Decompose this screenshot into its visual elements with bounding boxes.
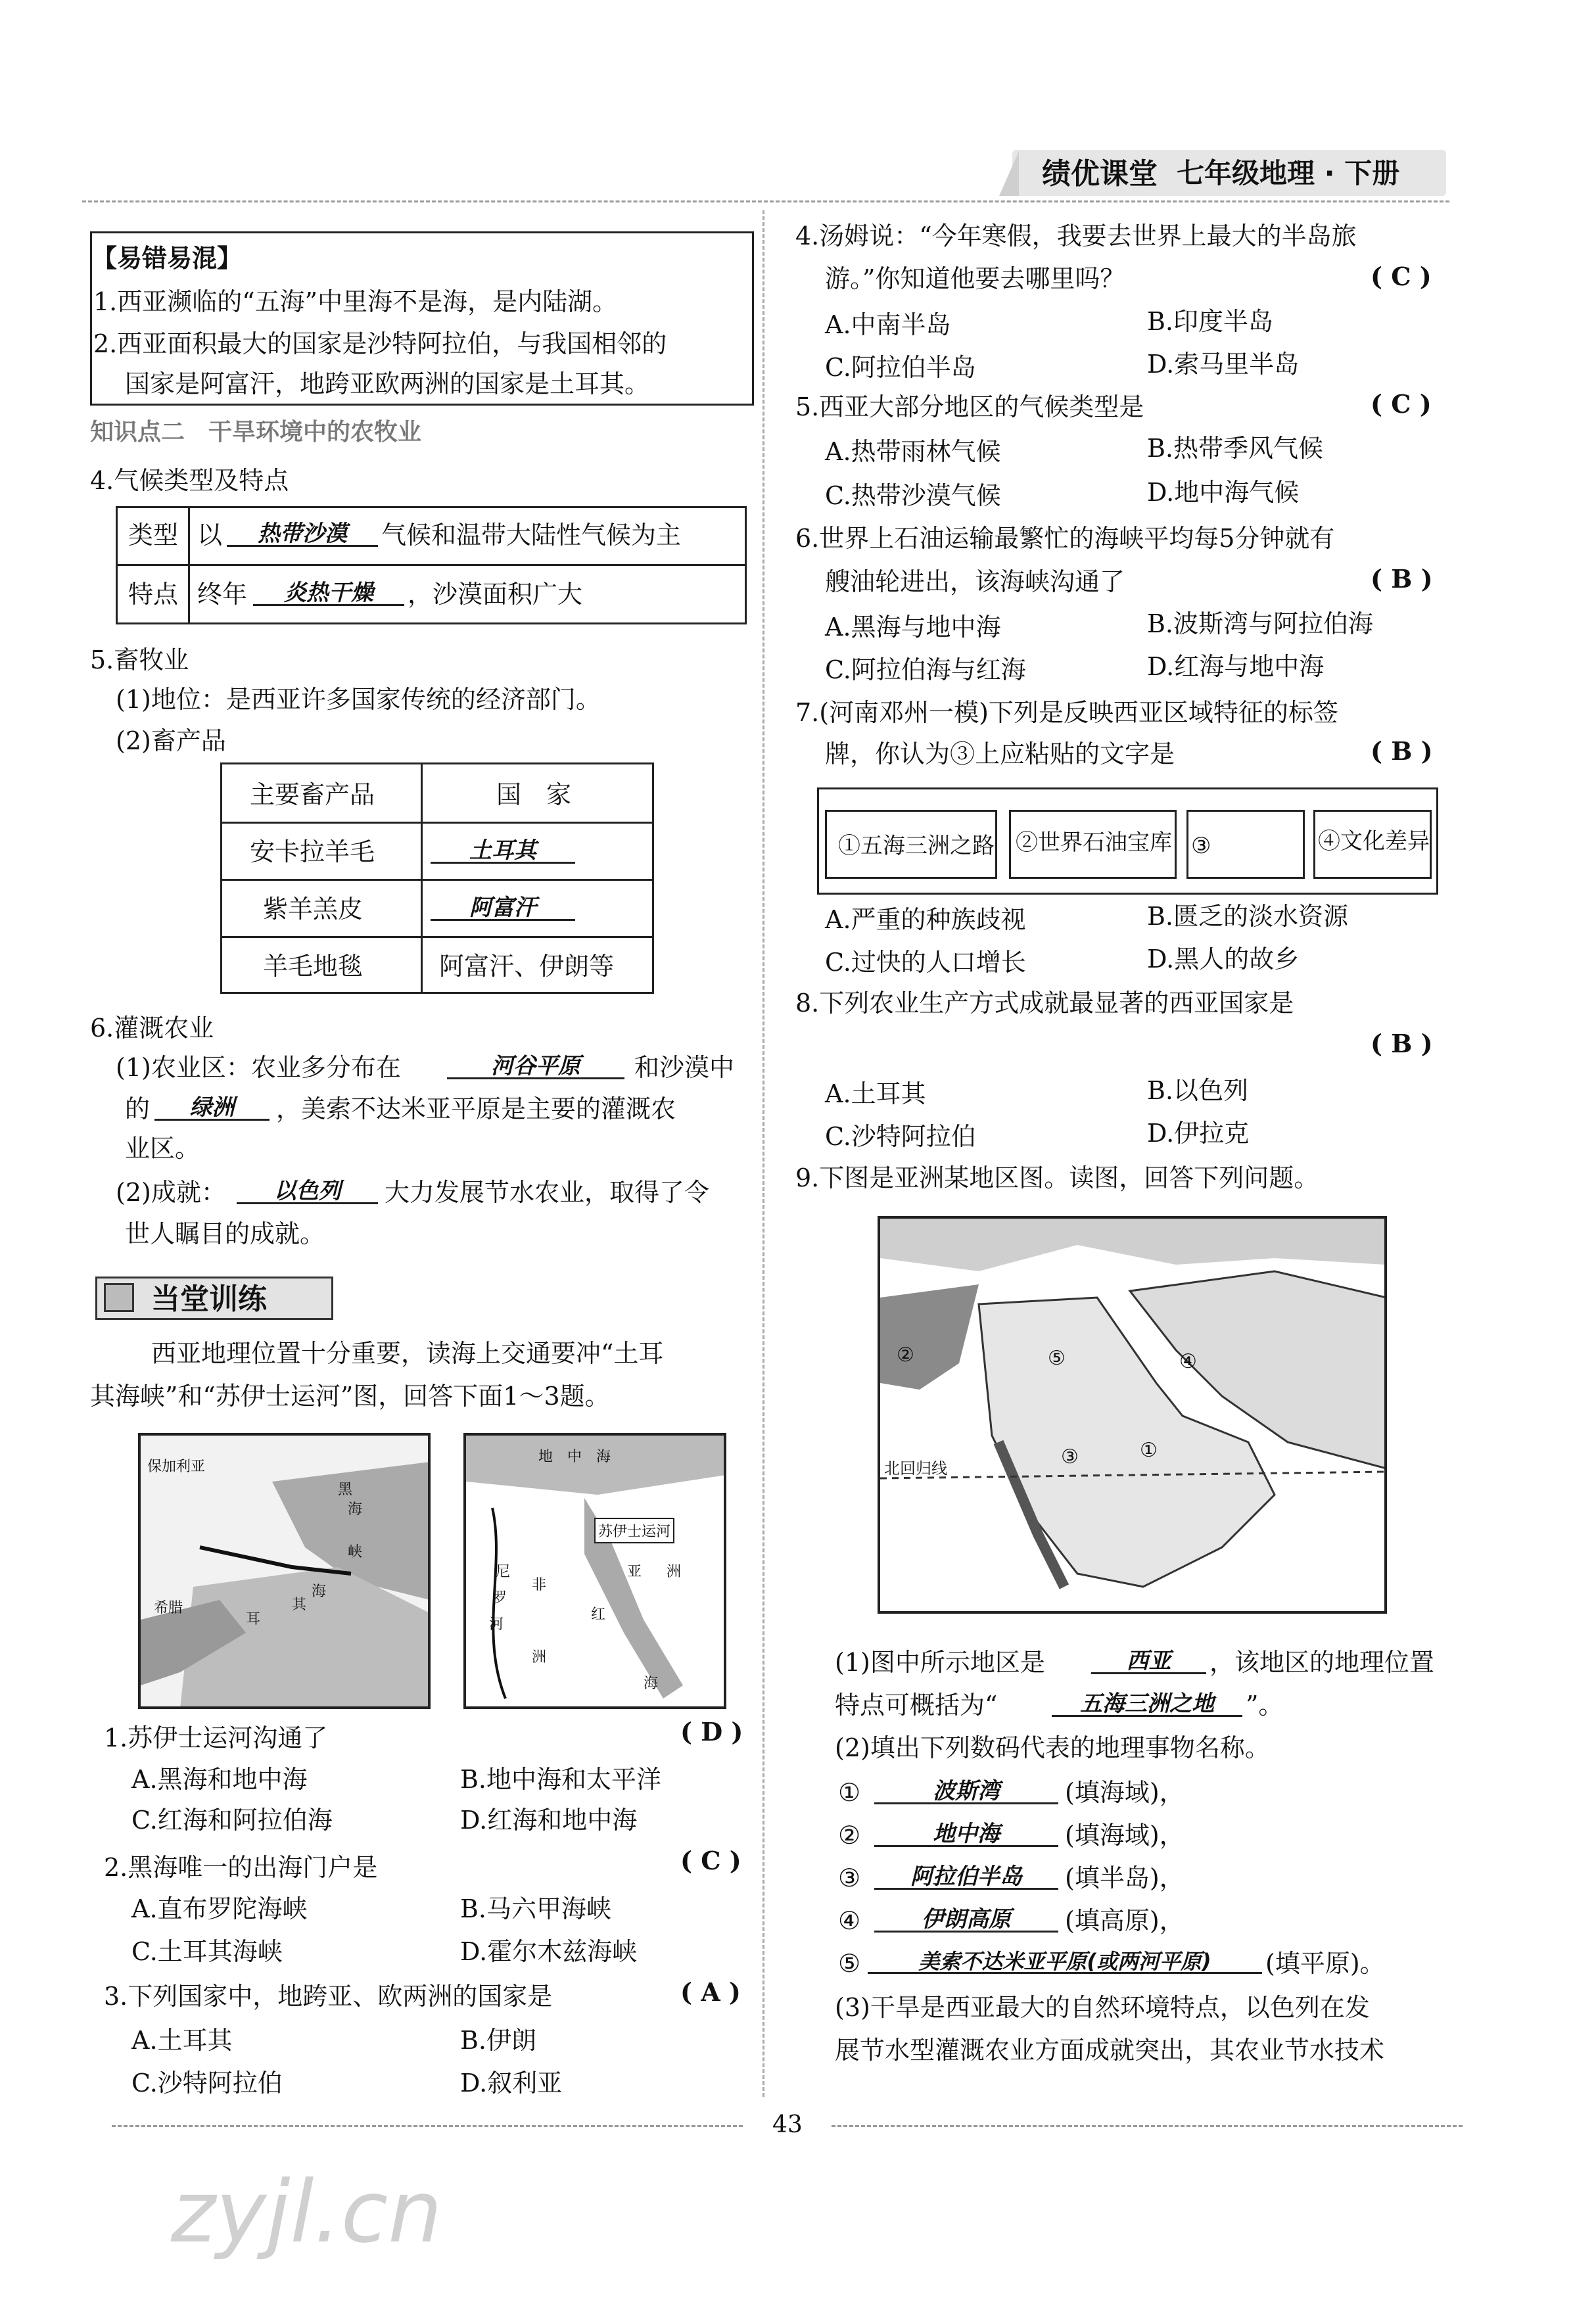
map1-label-greece: 希腊: [154, 1600, 183, 1616]
livestock-row-country: 阿富汗: [431, 897, 575, 921]
q9-f2: ②: [838, 1821, 861, 1850]
q9-f2c: (填海域)，: [1065, 1821, 1185, 1850]
q6-opt-a: A.黑海与地中海: [825, 613, 1001, 642]
map1-label-sea: 海: [348, 1501, 363, 1518]
map9-label-4: ④: [1179, 1350, 1197, 1373]
west-asia-map-shapes: [880, 1219, 1386, 1613]
header-rule: [82, 200, 1449, 202]
map1-label-strait: 峡: [348, 1544, 363, 1560]
map2-label-fei: 非: [532, 1577, 547, 1593]
map2-label-ni: 尼: [496, 1564, 511, 1580]
map1-label-hai: 海: [312, 1583, 327, 1600]
q2-opt-b: B.马六甲海峡: [460, 1894, 612, 1923]
livestock-p2: (2)畜产品: [116, 726, 226, 755]
q9-s3: (2)填出下列数码代表的地理事物名称。: [835, 1733, 1270, 1762]
map2-label-luo: 罗: [492, 1590, 507, 1606]
irrigation-b1: 河谷平原: [447, 1055, 624, 1079]
q7-opt-b: B.匮乏的淡水资源: [1147, 902, 1349, 931]
climate-heading: 4.气候类型及特点: [90, 466, 289, 495]
map9-label-tropic: 北回归线: [884, 1459, 947, 1478]
map9-label-5: ⑤: [1048, 1347, 1066, 1370]
q1-opt-b: B.地中海和太平洋: [460, 1765, 662, 1794]
irrigation-l4a: (2)成就：: [116, 1178, 226, 1207]
q5-opt-b: B.热带季风气候: [1147, 434, 1324, 463]
q1-opt-c: C.红海和阿拉伯海: [131, 1806, 333, 1835]
irrigation-l2b: ，美索不达米亚平原是主要的灌溉农: [276, 1094, 676, 1123]
livestock-table-hline2: [220, 879, 654, 881]
q7-opt-c: C.过快的人口增长: [825, 948, 1026, 977]
q3-answer: ( A ): [680, 1977, 741, 2007]
map2-label-hai: 海: [644, 1676, 659, 1692]
irrigation-b2: 绿洲: [154, 1096, 270, 1121]
irrigation-l4b: 大力发展节水农业，取得了令: [385, 1178, 710, 1207]
q9-f1c: (填海域)，: [1065, 1778, 1185, 1807]
map2-label-he: 河: [489, 1616, 504, 1633]
q3-opt-c: C.沙特阿拉伯: [131, 2069, 283, 2098]
climate-table-hline: [116, 564, 747, 566]
q8-opt-d: D.伊拉克: [1147, 1119, 1250, 1148]
q1-opt-d: D.红海和地中海: [460, 1806, 638, 1835]
livestock-row-country: 土耳其: [431, 839, 575, 864]
livestock-heading: 5.畜牧业: [90, 645, 189, 674]
q9-f4-blank: 伊朗高原: [874, 1908, 1058, 1933]
map9-label-3: ③: [1061, 1445, 1079, 1468]
q9-f5c: (填平原)。: [1265, 1949, 1385, 1978]
q2-opt-c: C.土耳其海峡: [131, 1937, 283, 1966]
map2-label-zhou2: 洲: [667, 1564, 682, 1580]
q7-answer: ( B ): [1371, 736, 1433, 766]
climate-row2-blank: 炎热干燥: [253, 582, 404, 606]
irrigation-l1a: (1)农业区：农业多分布在: [116, 1053, 401, 1082]
q9-s5: 展节水型灌溉农业方面成就突出，其农业节水技术: [835, 2036, 1385, 2065]
q9-f1-blank: 波斯湾: [874, 1780, 1058, 1804]
q6-line2: 艘油轮进出，该海峡沟通了: [825, 567, 1125, 596]
q2-text: 2.黑海唯一的出海门户是: [104, 1853, 378, 1882]
q6-opt-c: C.阿拉伯海与红海: [825, 655, 1026, 684]
q8-opt-c: C.沙特阿拉伯: [825, 1122, 976, 1151]
map2-label-med: 地 中 海: [538, 1449, 611, 1465]
q7-tag-text: ④文化差异: [1318, 828, 1430, 855]
irrigation-l3: 业区。: [125, 1134, 200, 1163]
q7-tag-text: ①五海三洲之路: [838, 833, 995, 859]
q3-opt-d: D.叙利亚: [460, 2069, 563, 2098]
q2-answer: ( C ): [680, 1846, 741, 1875]
q7-line1: 7.(河南邓州一模)下列是反映西亚区域特征的标签: [795, 698, 1338, 727]
map1-label-black: 黑: [338, 1482, 353, 1498]
q9-f2-blank: 地中海: [874, 1823, 1058, 1847]
livestock-row-product: 安卡拉羊毛: [250, 837, 375, 866]
header-triangle: [999, 151, 1019, 196]
map2-label-hong: 红: [591, 1606, 606, 1623]
irrigation-b3: 以色列: [237, 1180, 378, 1204]
q9-f3: ③: [838, 1864, 861, 1892]
q9-line1: 9.下图是亚洲某地区图。读图，回答下列问题。: [795, 1163, 1319, 1192]
irrigation-l5: 世人瞩目的成就。: [125, 1219, 325, 1248]
column-divider: [763, 210, 764, 2097]
q9-f1: ①: [838, 1778, 861, 1807]
header-subject: 七年级地理 · 下册: [1177, 157, 1400, 189]
irrigation-l2a: 的: [125, 1094, 151, 1123]
climate-row1-post: 气候和温带大陆性气候为主: [381, 521, 682, 550]
livestock-th-country: 国 家: [496, 780, 572, 809]
training-intro2: 其海峡”和“苏伊士运河”图，回答下面1～3题。: [90, 1382, 610, 1411]
footer-rule-right: [832, 2125, 1463, 2127]
error-box-title: 【易错易混】: [92, 244, 243, 273]
q6-line1: 6.世界上石油运输最繁忙的海峡平均每5分钟就有: [795, 524, 1335, 553]
climate-row1-pre: 以: [197, 521, 223, 550]
q4-opt-b: B.印度半岛: [1147, 307, 1274, 336]
watermark: zyjl.cn: [171, 2162, 442, 2262]
livestock-row-country: 阿富汗、伊朗等: [439, 952, 615, 981]
climate-row2-label: 特点: [128, 580, 179, 609]
footer-rule-left: [112, 2125, 743, 2127]
q4-line2: 游。”你知道他要去哪里吗？: [825, 264, 1125, 293]
q4-opt-a: A.中南半岛: [825, 310, 951, 339]
q8-opt-a: A.土耳其: [825, 1079, 926, 1108]
map1-label-er: 耳: [246, 1611, 261, 1628]
q7-opt-a: A.严重的种族歧视: [825, 905, 1026, 934]
error-box-line1: 1.西亚濒临的“五海”中里海不是海，是内陆湖。: [93, 287, 618, 316]
suez-canal-map: [463, 1433, 726, 1709]
map9-label-2: ②: [897, 1344, 914, 1367]
q5-opt-d: D.地中海气候: [1147, 478, 1300, 507]
q2-opt-d: D.霍尔木兹海峡: [460, 1937, 638, 1966]
turkish-straits-map-shapes: [141, 1436, 430, 1708]
q7-tag-text: ②世界石油宝库: [1016, 830, 1172, 856]
error-box-line3: 国家是阿富汗，地跨亚欧两洲的国家是土耳其。: [125, 369, 650, 398]
q5-line1: 5.西亚大部分地区的气候类型是: [795, 392, 1144, 421]
climate-row2-post: ，沙漠面积广大: [408, 580, 583, 609]
q2-opt-a: A.直布罗陀海峡: [131, 1894, 308, 1923]
q9-s1c: ，该地区的地理位置: [1209, 1648, 1435, 1677]
livestock-th-product: 主要畜产品: [250, 780, 375, 809]
q7-line2: 牌，你认为③上应粘贴的文字是: [825, 739, 1175, 768]
map2-label-canal: 苏伊士运河: [594, 1518, 674, 1543]
q8-answer: ( B ): [1371, 1029, 1433, 1058]
q5-opt-a: A.热带雨林气候: [825, 437, 1001, 466]
q3-opt-b: B.伊朗: [460, 2026, 537, 2055]
q5-answer: ( C ): [1371, 389, 1432, 419]
livestock-table-hline1: [220, 822, 654, 824]
west-asia-map: [878, 1216, 1387, 1614]
livestock-row-product: 紫羊羔皮: [263, 895, 364, 924]
q9-s1-blank: 西亚: [1091, 1650, 1206, 1674]
livestock-row-product: 羊毛地毯: [263, 952, 364, 981]
q9-s2-blank: 五海三洲之地: [1052, 1693, 1242, 1717]
q8-opt-b: B.以色列: [1147, 1076, 1249, 1105]
header-brand: 绩优课堂: [1042, 157, 1158, 191]
q1-answer: ( D ): [680, 1717, 743, 1747]
q6-opt-b: B.波斯湾与阿拉伯海: [1147, 609, 1374, 638]
climate-table-vline: [188, 506, 190, 624]
q9-s2a: 特点可概括为“: [835, 1691, 998, 1720]
irrigation-l1b: 和沙漠中: [634, 1053, 735, 1082]
climate-row2-pre: 终年: [197, 580, 248, 609]
q3-opt-a: A.土耳其: [131, 2026, 233, 2055]
training-title: 当堂训练: [151, 1282, 267, 1316]
turkish-straits-map: [138, 1433, 431, 1709]
map1-label-bulgaria: 保加利亚: [147, 1459, 206, 1475]
q9-f3-blank: 阿拉伯半岛: [874, 1865, 1058, 1890]
livestock-table-vline: [421, 762, 423, 994]
climate-row1-blank: 热带沙漠: [227, 523, 378, 547]
livestock-p1: (1)地位：是西亚许多国家传统的经济部门。: [116, 685, 601, 714]
climate-row1-label: 类型: [128, 521, 179, 550]
knowledge-point-2: 知识点二 干旱环境中的农牧业: [90, 419, 422, 446]
q6-opt-d: D.红海与地中海: [1147, 652, 1325, 681]
q9-s4: (3)干旱是西亚最大的自然环境特点，以色列在发: [835, 1993, 1370, 2022]
q6-answer: ( B ): [1371, 564, 1433, 594]
q9-f4c: (填高原)，: [1065, 1906, 1185, 1935]
q9-s2c: ”。: [1246, 1691, 1284, 1720]
q4-opt-d: D.索马里半岛: [1147, 350, 1300, 379]
q9-f5-blank: 美索不达米亚平原(或两河平原): [868, 1951, 1262, 1974]
q9-f5: ⑤: [838, 1949, 861, 1978]
training-intro1: 西亚地理位置十分重要，读海上交通要冲“土耳: [151, 1339, 664, 1368]
map9-label-1: ①: [1140, 1439, 1158, 1462]
q1-opt-a: A.黑海和地中海: [131, 1765, 308, 1794]
error-box-line2: 2.西亚面积最大的国家是沙特阿拉伯，与我国相邻的: [93, 329, 667, 358]
q5-opt-c: C.热带沙漠气候: [825, 481, 1001, 510]
q4-opt-c: C.阿拉伯半岛: [825, 353, 976, 382]
notebook-icon: [104, 1283, 134, 1312]
q4-answer: ( C ): [1371, 262, 1432, 291]
livestock-table-hline3: [220, 936, 654, 938]
map2-label-zhou: 洲: [532, 1649, 547, 1666]
q7-opt-d: D.黑人的故乡: [1147, 945, 1300, 973]
map1-label-qi: 其: [292, 1597, 307, 1613]
q9-s1a: (1)图中所示地区是: [835, 1648, 1045, 1677]
q1-text: 1.苏伊士运河沟通了: [104, 1723, 328, 1752]
irrigation-heading: 6.灌溉农业: [90, 1014, 214, 1043]
q8-line1: 8.下列农业生产方式成就最显著的西亚国家是: [795, 989, 1294, 1018]
map2-label-ya: 亚: [627, 1564, 642, 1580]
q7-tag-text: ③: [1191, 833, 1211, 859]
q3-text: 3.下列国家中，地跨亚、欧两洲的国家是: [104, 1982, 553, 2011]
page-number: 43: [772, 2111, 803, 2138]
q4-line1: 4.汤姆说：“今年寒假，我要去世界上最大的半岛旅: [795, 222, 1357, 250]
q9-f4: ④: [838, 1906, 861, 1935]
q9-f3c: (填半岛)，: [1065, 1864, 1185, 1892]
